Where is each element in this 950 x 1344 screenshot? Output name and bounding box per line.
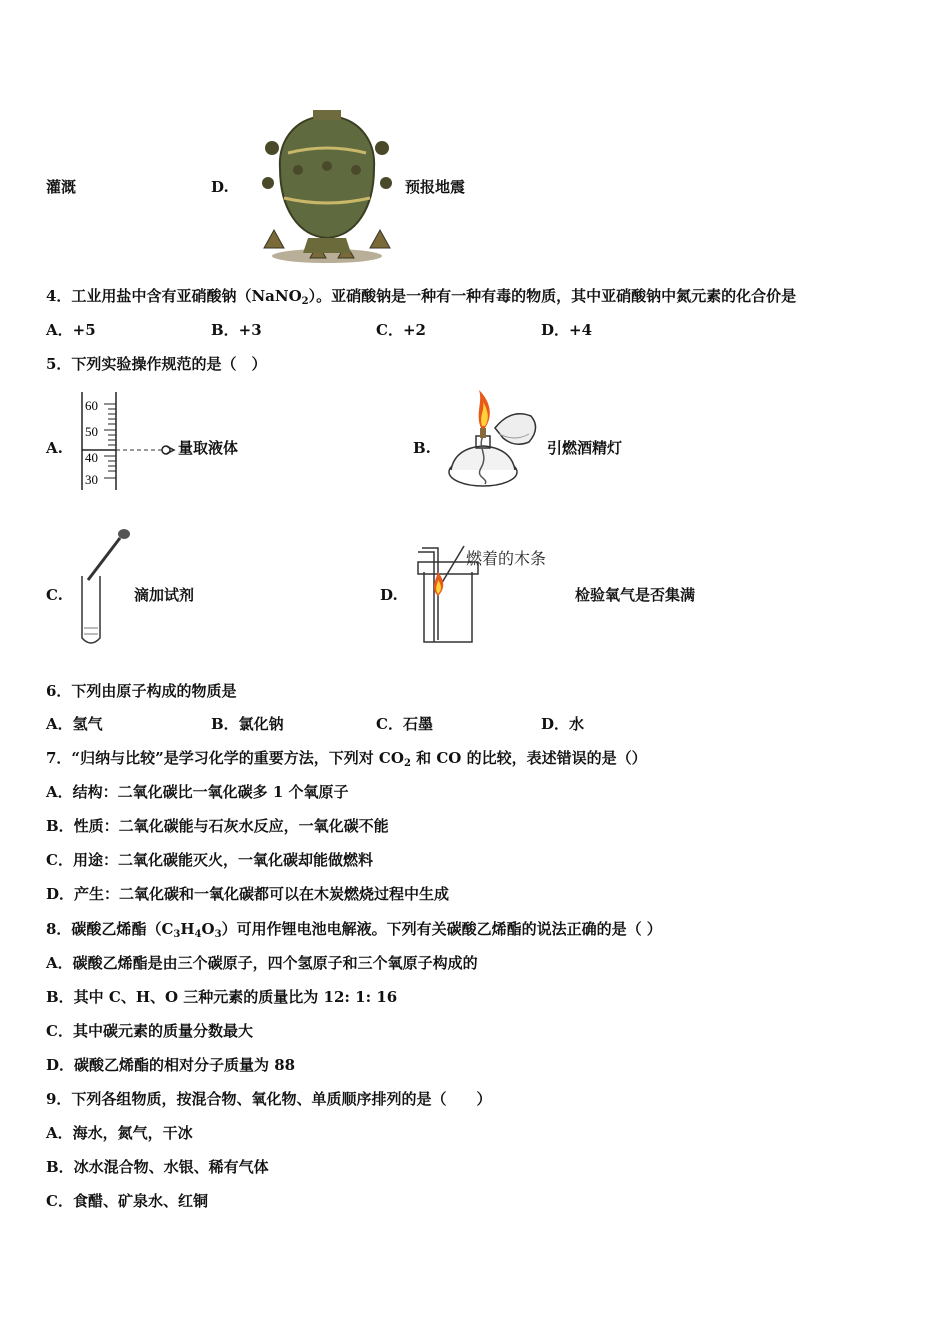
q4-option-c: C．+2 <box>376 321 426 339</box>
q4-option-a: A．+5 <box>46 321 96 339</box>
q5-option-b-label: B. <box>413 439 431 457</box>
question-4-stem <box>46 286 796 312</box>
q5-option-c-label: C. <box>46 586 63 604</box>
q7-option-d: D．产生：二氧化碳和一氧化碳都可以在木炭燃烧过程中生成 <box>46 885 450 903</box>
q8-option-a: A．碳酸乙烯酯是由三个碳原子，四个氢原子和三个氧原子构成的 <box>46 954 478 972</box>
question-5-stem: 5．下列实验操作规范的是（ ） <box>46 355 267 373</box>
question-8-stem <box>46 919 662 945</box>
tick-label-30: 30 <box>85 472 98 487</box>
q5-option-d-label: D. <box>380 586 398 604</box>
q5-option-a-text: 量取液体 <box>178 439 239 457</box>
q8-stem-part-2: ）可用作锂电池电解液。下列有关碳酸乙烯酯的说法正确的是（ ） <box>221 920 662 938</box>
q4-stem-part-1: 4．工业用盐中含有亚硝酸钠（NaNO <box>46 287 302 305</box>
question-6-stem: 6．下列由原子构成的物质是 <box>46 682 237 700</box>
option-d-text: 预报地震 <box>405 178 466 196</box>
q5-option-a-label: A. <box>46 439 63 457</box>
q7-option-c: C．用途：二氧化碳能灭火，一氧化碳却能做燃料 <box>46 851 373 869</box>
seismograph-image <box>258 108 396 266</box>
option-c-label-text: 灌溉 <box>46 178 77 196</box>
q5-option-b-text: 引燃酒精灯 <box>547 439 623 457</box>
q4-option-d: D．+4 <box>541 321 593 339</box>
q5-option-c-text: 滴加试剂 <box>134 586 195 604</box>
q6-option-b: B．氯化钠 <box>211 715 284 733</box>
question-9-stem: 9．下列各组物质，按混合物、氧化物、单质顺序排列的是（ ） <box>46 1090 492 1108</box>
graduated-cylinder-image <box>78 390 178 494</box>
tick-label-60: 60 <box>85 398 98 413</box>
q8-element-o: O <box>201 920 215 938</box>
tick-label-50: 50 <box>85 424 98 439</box>
q4-option-b: B．+3 <box>211 321 262 339</box>
gas-bottle-test-image <box>414 542 594 648</box>
q6-option-d: D．水 <box>541 715 585 733</box>
q4-subscript: 2 <box>301 296 309 307</box>
tick-label-40: 40 <box>85 450 98 465</box>
q8-sub-1: 3 <box>173 929 181 940</box>
q9-option-c: C．食醋、矿泉水、红铜 <box>46 1192 208 1210</box>
q7-option-a: A．结构：二氧化碳比一氧化碳多 1 个氧原子 <box>46 783 349 801</box>
q8-sub-3: 3 <box>214 929 222 940</box>
q6-option-c: C．石墨 <box>376 715 433 733</box>
q7-option-b: B．性质：二氧化碳能与石灰水反应，一氧化碳不能 <box>46 817 389 835</box>
burning-stick-caption: 燃着的木条 <box>466 549 547 568</box>
q9-option-a: A．海水，氮气，干冰 <box>46 1124 193 1142</box>
q8-stem-part-1: 8．碳酸乙烯酯（C <box>46 920 174 938</box>
q8-sub-2: 4 <box>194 929 202 940</box>
q7-stem-part-1: 7．“归纳与比较”是学习化学的重要方法，下列对 CO <box>46 749 404 767</box>
question-7-stem <box>46 748 647 774</box>
q8-element-h: H <box>180 920 195 938</box>
q8-option-b: B．其中 C、H、O 三种元素的质量比为 12: 1: 16 <box>46 988 398 1006</box>
q6-option-a: A．氢气 <box>46 715 103 733</box>
q7-subscript: 2 <box>403 758 411 769</box>
option-d-label: D. <box>211 178 229 196</box>
q8-option-d: D．碳酸乙烯酯的相对分子质量为 88 <box>46 1056 296 1074</box>
dropper-test-tube-image <box>76 526 136 650</box>
q5-option-d-text: 检验氧气是否集满 <box>575 586 696 604</box>
q7-stem-part-2: 和 CO 的比较，表述错误的是（） <box>410 749 647 767</box>
q8-option-c: C．其中碳元素的质量分数最大 <box>46 1022 253 1040</box>
q9-option-b: B．冰水混合物、水银、稀有气体 <box>46 1158 269 1176</box>
alcohol-lamp-lighting-image <box>445 388 545 492</box>
q4-stem-part-2: ）。亚硝酸钠是一种有一种有毒的物质，其中亚硝酸钠中氮元素的化合价是 <box>308 287 797 305</box>
